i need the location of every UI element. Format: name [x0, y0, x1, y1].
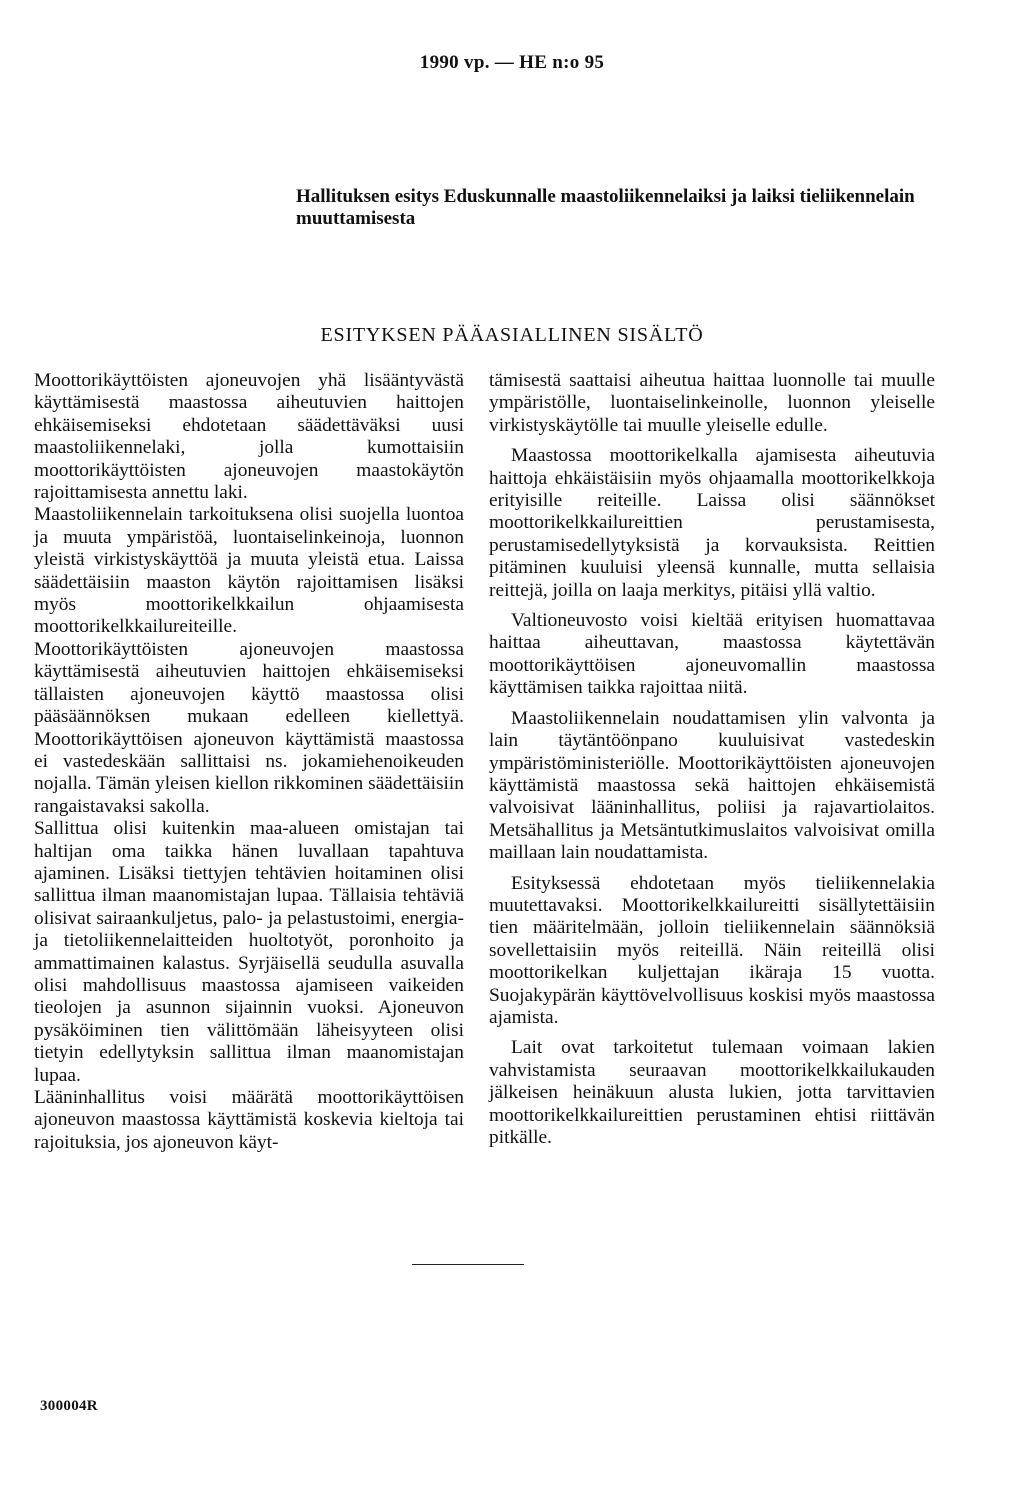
paragraph: Maastossa moottorikelkalla ajamisesta aiheutuvia haittoja ehkäistäisiin myös ohjaamalla moottorikelkkoja erityisille reiteille. Laissa olisi säännökset moottorikelkkailureittien perustamisesta, perustamisedellytyksistä ja korvauksista. Reittien pitäminen kuuluisi yleensä kunnalle, mutta sellaisia reittejä, joilla on laaja merkitys, pitäisi yllä valtio.	[489, 445, 935, 601]
running-head: 1990 vp. — HE n:o 95	[419, 52, 605, 73]
paragraph: Moottorikäyttöisten ajoneuvojen maastossa käyttämisestä aiheutuvien haittojen ehkäisemiseksi tällaisten ajoneuvojen käyttö maastossa olisi pääsäännöksen mukaan edelleen kiellettyä. Moottorikäyttöisen ajoneuvon käyttämistä maastossa ei vastedeskään sallittaisi ns. jokamiehenoikeuden nojalla. Tämän yleisen kiellon rikkominen säädettäisiin rangaistavaksi sakolla.	[34, 638, 464, 817]
left-column	[34, 370, 464, 1154]
paragraph: Valtioneuvosto voisi kieltää erityisen huomattavaa haittaa aiheuttavan, maastossa käytettävän moottorikäyttöisen ajoneuvomallin maastossa käyttämisen taikka rajoittaa niitä.	[489, 610, 935, 699]
paragraph: Moottorikäyttöisten ajoneuvojen yhä lisääntyvästä käyttämisestä maastossa aiheutuvien haittojen ehkäisemiseksi ehdotetaan säädettäväksi uusi maastoliikennelaki, jolla kumottaisiin moottorikäyttöisten ajoneuvojen maastokäytön rajoittamisesta annettu laki.	[34, 370, 464, 504]
paragraph: Maastoliikennelain noudattamisen ylin valvonta ja lain täytäntöönpano kuuluisivat vastedeskin ympäristöministeriölle. Moottorikäyttöisten ajoneuvojen käyttämistä maastossa sekä haittojen ehkäisemistä valvoisivat lääninhallitus, poliisi ja rajavartiolaitos. Metsähallitus ja Metsäntutkimuslaitos valvoisivat omilla maillaan lain noudattamista.	[489, 707, 935, 864]
paragraph: tämisestä saattaisi aiheutua haittaa luonnolle tai muulle ympäristölle, luontaiselinkeinolle, luonnon yleiselle virkistyskäytölle tai muulle yleiselle edulle.	[489, 370, 935, 436]
paragraph: Esityksessä ehdotetaan myös tieliikennelakia muutettavaksi. Moottorikelkkailureitti sisällytettäisiin tien määritelmään, jolloin tieliikennelain säännöksiä sovellettaisiin myös reiteillä. Näin reiteillä olisi moottorikelkan kuljettajan ikäraja 15 vuotta. Suojakypärän käyttövelvollisuus koskisi myös maastossa ajamista.	[489, 872, 935, 1028]
section-heading: ESITYKSEN PÄÄASIALLINEN SISÄLTÖ	[320, 324, 704, 346]
end-rule	[412, 1264, 524, 1265]
right-column	[489, 370, 935, 1149]
footer-code: 300004R	[40, 1398, 98, 1414]
paragraph: Maastoliikennelain tarkoituksena olisi suojella luontoa ja muuta ympäristöä, luontaiselinkeinoja, luonnon yleistä virkistyskäyttöä ja muuta yleistä etua. Laissa säädettäisiin maaston käytön rajoittamisen lisäksi myös moottorikelkkailun ohjaamisesta moottorikelkkailureiteille.	[34, 504, 464, 638]
document-title: Hallituksen esitys Eduskunnalle maastoliikennelaiksi ja laiksi tieliikennelain muuttamisesta	[296, 186, 915, 229]
paragraph: Lääninhallitus voisi määrätä moottorikäyttöisen ajoneuvon maastossa käyttämistä koskevia kieltoja tai rajoituksia, jos ajoneuvon käyt-	[34, 1087, 464, 1153]
paragraph: Sallittua olisi kuitenkin maa-alueen omistajan tai haltijan oma taikka hänen luvallaan tapahtuva ajaminen. Lisäksi tiettyjen tehtävien hoitaminen olisi sallittua ilman maanomistajan lupaa. Tällaisia tehtäviä olisivat sairaankuljetus, palo- ja pelastustoimi, energia- ja tietoliikennelaitteiden huoltotyöt, poronhoito ja ammattimainen kalastus. Syrjäisellä seudulla asuvalla olisi mahdollisuus maastossa ajamiseen vaikeiden tieolojen ja asunnon sijainnin vuoksi. Ajoneuvon pysäköiminen tien välittömään läheisyyteen olisi tietyin edellytyksin sallittua ilman maanomistajan lupaa.	[34, 818, 464, 1086]
paragraph: Lait ovat tarkoitetut tulemaan voimaan lakien vahvistamista seuraavan moottorikelkkailukauden jälkeisen heinäkuun alusta lukien, jotta tarvittavien moottorikelkkailureittien perustaminen ehtisi riittävän pitkälle.	[489, 1037, 935, 1148]
